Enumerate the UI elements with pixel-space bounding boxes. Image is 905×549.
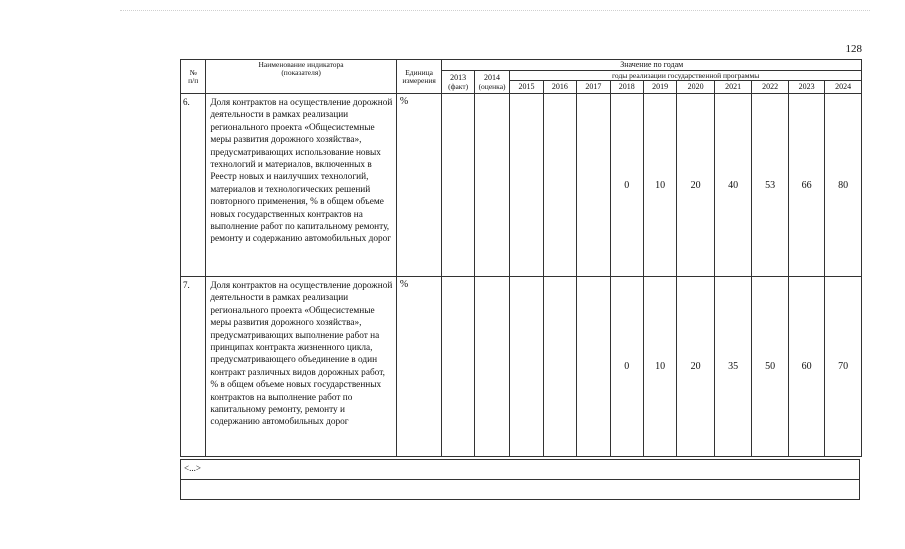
indicator-value-cell: [510, 277, 543, 457]
header-year-2019: 2019: [643, 81, 676, 94]
scan-top-rule: [120, 10, 870, 11]
footer-empty-row: [181, 480, 859, 499]
year-2013-note: (факт): [448, 82, 469, 91]
indicator-value-cell: 35: [714, 277, 751, 457]
header-year-2014: [474, 71, 509, 94]
indicator-value-cell: 53: [752, 94, 788, 277]
indicator-value-cell: [510, 94, 543, 277]
row-number: 6.: [181, 94, 206, 277]
indicator-value-cell: 10: [643, 94, 676, 277]
indicator-value-cell: [543, 94, 576, 277]
table-body: [181, 94, 862, 457]
indicator-value-cell: [442, 277, 474, 457]
indicator-value-cell: 80: [825, 94, 862, 277]
table-row: [181, 94, 862, 277]
header-year-2024: 2024: [825, 81, 862, 94]
indicator-value-cell: 0: [610, 277, 643, 457]
indicator-value-cell: [474, 94, 509, 277]
header-year-2016: 2016: [543, 81, 576, 94]
header-year-2013: [442, 71, 474, 94]
indicator-value-cell: 0: [610, 94, 643, 277]
header-values: Значение по годам: [442, 60, 862, 71]
indicator-value-cell: 60: [788, 277, 824, 457]
indicator-value-cell: [577, 277, 610, 457]
year-2014-note: (оценка): [478, 82, 506, 91]
indicators-table: [180, 59, 862, 457]
indicator-value-cell: [442, 94, 474, 277]
indicator-value-cell: 66: [788, 94, 824, 277]
indicator-value-cell: 20: [677, 94, 714, 277]
indicator-value-cell: 20: [677, 277, 714, 457]
header-year-2018: 2018: [610, 81, 643, 94]
indicator-unit: %: [396, 277, 442, 457]
table-row: [181, 277, 862, 457]
indicator-value-cell: [474, 277, 509, 457]
header-year-2021: 2021: [714, 81, 751, 94]
indicator-unit: %: [396, 94, 442, 277]
header-year-2015: 2015: [510, 81, 543, 94]
header-year-2023: 2023: [788, 81, 824, 94]
header-num: [181, 60, 206, 94]
indicator-value-cell: [577, 94, 610, 277]
header-year-2022: 2022: [752, 81, 788, 94]
row-number: 7.: [181, 277, 206, 457]
header-num-text: № п/п: [188, 67, 199, 85]
indicator-name: Доля контрактов на осуществление дорожной деятельности в рамках реализации регионального проекта «Общесистемные меры развития дорожного хозяйства», предусматривающих выполнение работ на принципах контракта жизненного цикла, предусматривающего объединение в один контракт различных видов дорожных работ, % в общем объеме новых государственных контрактов на выполнение работ по капитальному ремонту, ремонту и содержанию автомобильных дорог: [206, 277, 396, 457]
header-year-2017: 2017: [577, 81, 610, 94]
header-year-2020: 2020: [677, 81, 714, 94]
indicator-value-cell: 50: [752, 277, 788, 457]
indicator-value-cell: 70: [825, 277, 862, 457]
table-footer: [180, 459, 860, 500]
year-2013-label: 2013: [450, 73, 467, 82]
header-unit-text: Единица измерения: [402, 67, 436, 85]
header-unit: [396, 60, 442, 94]
header-name-text: Наименование индикатора (показателя): [258, 60, 344, 77]
indicator-value-cell: 10: [643, 277, 676, 457]
header-program-years-caption: годы реализации государственной программы: [510, 71, 862, 81]
header-name: [206, 60, 396, 94]
indicator-value-cell: 40: [714, 94, 751, 277]
year-2014-label: 2014: [484, 73, 501, 82]
page-number: 128: [845, 43, 862, 55]
indicator-value-cell: [543, 277, 576, 457]
indicator-name: Доля контрактов на осуществление дорожной деятельности в рамках реализации регионального проекта «Общесистемные меры развития дорожного хозяйства», предусматривающих использование новых технологий и материалов, включенных в Реестр новых и наилучших технологий, материалов и технологических решений повторного применения, % в общем объеме новых государственных контрактов на выполнение работ по капитальному ремонту, ремонту и содержанию автомобильных дорог: [206, 94, 396, 277]
footer-ellipsis: <...>: [181, 460, 859, 480]
